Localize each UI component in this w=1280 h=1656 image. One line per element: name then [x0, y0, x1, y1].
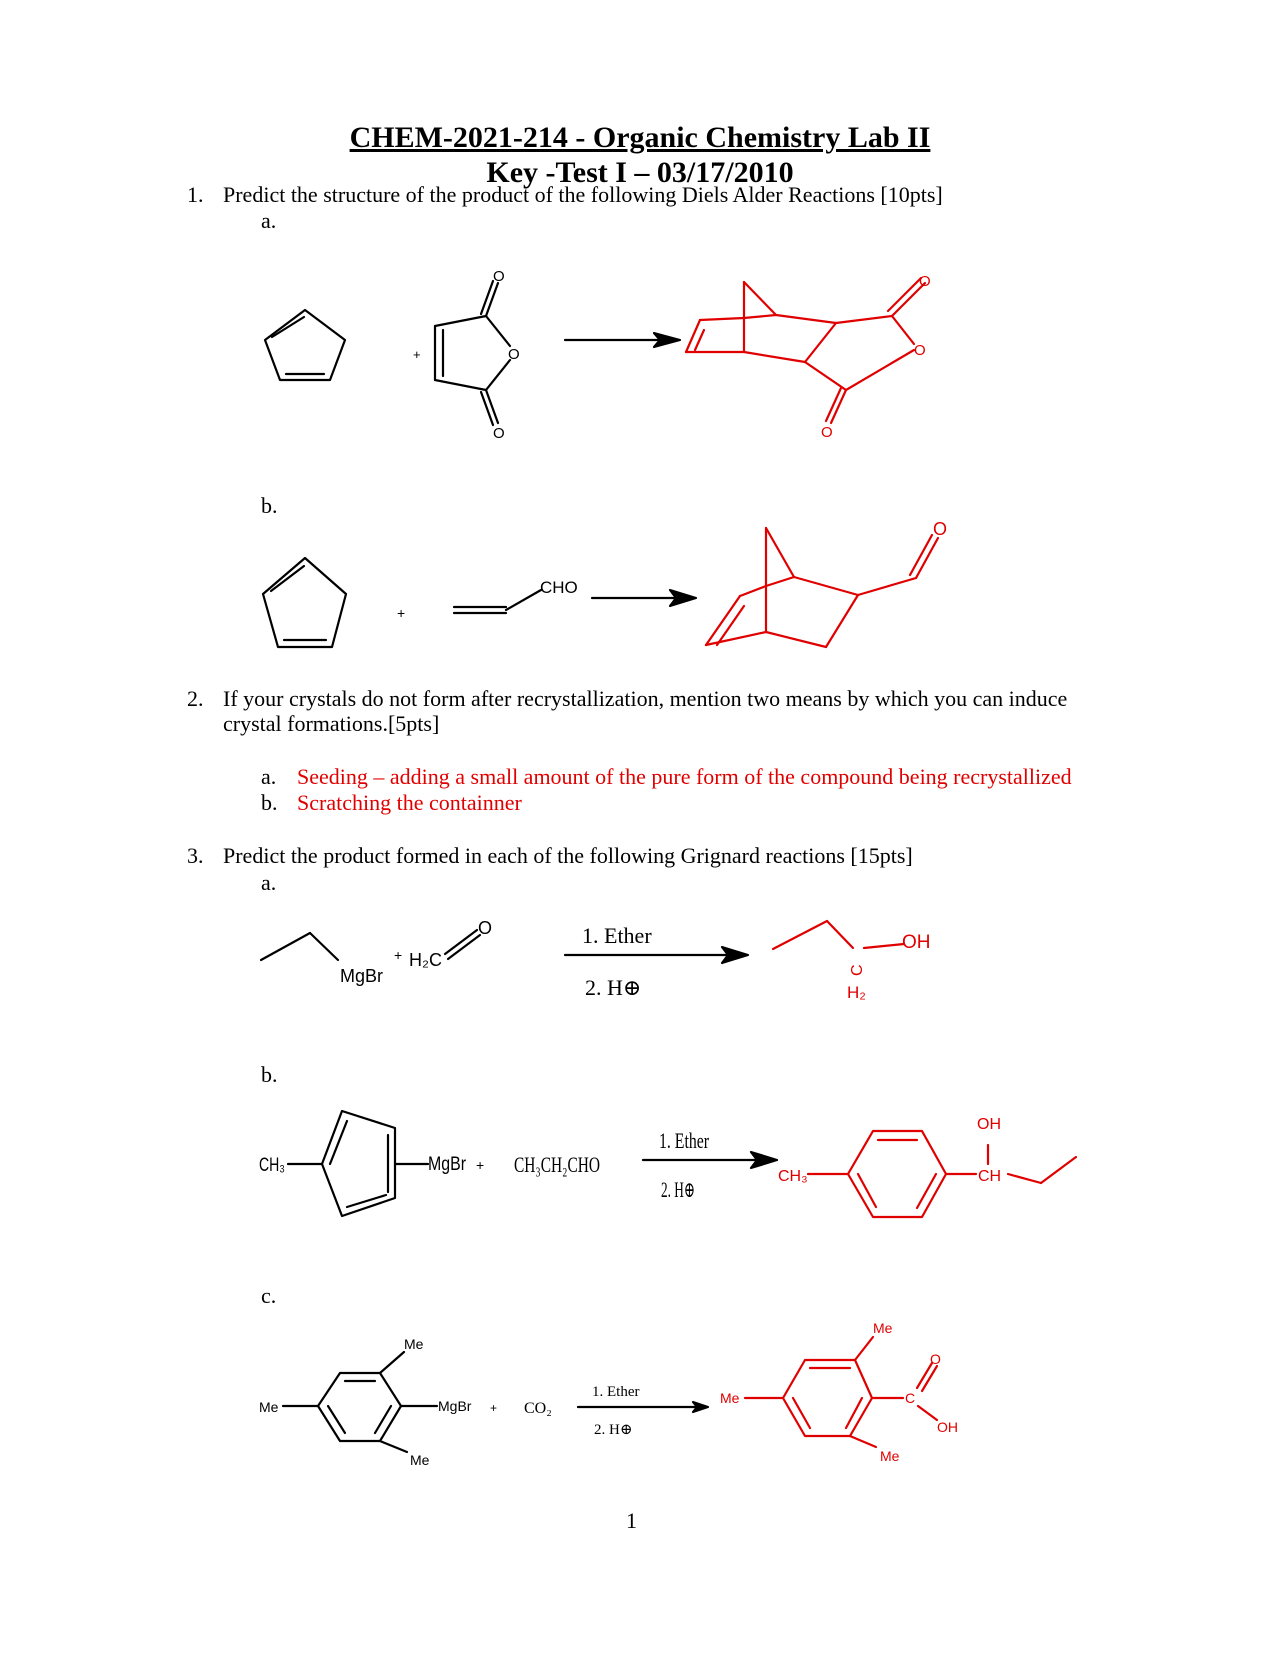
- q3c-product-me-left: Me: [720, 1390, 740, 1406]
- q3a-product-h2: H₂: [847, 983, 866, 1002]
- q1b-arrow: [592, 590, 696, 606]
- q3-a-label: a.: [261, 870, 277, 895]
- q3c-mgbr: MgBr: [438, 1398, 472, 1414]
- q1a-arrow: [565, 333, 680, 347]
- q1b-product-norbornene-aldehyde: [706, 528, 938, 647]
- q3c-co2: CO₂: [524, 1400, 552, 1417]
- q3b-plus: +: [476, 1157, 485, 1173]
- q3a-mgbr: MgBr: [340, 966, 384, 986]
- q1-b-label: b.: [261, 493, 278, 518]
- q3c-product-oh: OH: [937, 1419, 958, 1435]
- q3b-product-oh: OH: [977, 1116, 1001, 1133]
- test-title: Key -Test I – 03/17/2010: [486, 156, 794, 189]
- q3b-tolyl-mgbr: [288, 1111, 428, 1216]
- q3a-product-oh: OH: [902, 932, 931, 953]
- q3-b-label: b.: [261, 1062, 278, 1087]
- q1a-plus: +: [413, 347, 421, 362]
- q3b-ch3: CH₃: [259, 1155, 285, 1176]
- q2-number: 2.: [187, 686, 204, 711]
- q2-answer-a-label: a.: [261, 764, 277, 789]
- q3c-step2: 2. H⊕: [594, 1422, 633, 1438]
- q3c-me-left: Me: [259, 1399, 279, 1415]
- q3b-arrow: [643, 1152, 777, 1168]
- q2-text-line2: crystal formations.[5pts]: [223, 711, 440, 736]
- q3c-me-top: Me: [404, 1336, 424, 1352]
- q3c-arrow: [578, 1402, 708, 1412]
- q1-text: Predict the structure of the product of the following Diels Alder Reactions [10pts]: [223, 182, 943, 207]
- q3b-mgbr: MgBr: [428, 1154, 467, 1175]
- q1a-o-ring: O: [508, 346, 520, 363]
- q3a-o: O: [478, 918, 493, 938]
- q3a-h2c: H₂C: [409, 950, 442, 970]
- q1b-cyclopentadiene: [263, 558, 346, 647]
- q1-number: 1.: [187, 182, 204, 207]
- q3-number: 3.: [187, 843, 204, 868]
- q3b-reagent: CH₃CH₂CHO: [514, 1152, 600, 1177]
- q2-answer-b-label: b.: [261, 790, 278, 815]
- q3a-plus: +: [394, 947, 403, 963]
- q1b-plus: +: [397, 605, 406, 621]
- q2-answer-a: Seeding – adding a small amount of the pure form of the compound being recrystallized: [297, 764, 1072, 789]
- q3c-product-o: O: [930, 1351, 941, 1367]
- q3b-product-alcohol: [808, 1131, 1076, 1217]
- q3c-step1: 1. Ether: [592, 1384, 640, 1400]
- q3c-mesityl-mgbr: [283, 1352, 437, 1452]
- q3b-product-ch3: CH₃: [778, 1168, 808, 1185]
- q3c-product-me-bottom: Me: [880, 1448, 900, 1464]
- q3c-plus: +: [490, 1401, 498, 1415]
- q1a-maleic-anhydride: [435, 281, 510, 425]
- q1a-product-o-bottom: O: [821, 424, 833, 441]
- q1b-acrolein: [454, 590, 541, 613]
- q3b-step2: 2. H⊕: [661, 1177, 695, 1202]
- q3a-product-propanol: [773, 921, 904, 949]
- q3b-step1: 1. Ether: [659, 1128, 710, 1153]
- q3a-step1: 1. Ether: [582, 923, 652, 948]
- q1a-o-bottom: O: [493, 425, 505, 442]
- q3b-product-ch: CH: [978, 1168, 1002, 1185]
- q3-c-label: c.: [261, 1283, 277, 1308]
- q1b-cho: CHO: [540, 578, 578, 597]
- q1a-o-top: O: [493, 268, 505, 285]
- q1a-product-o-top: O: [919, 273, 931, 290]
- q3a-formaldehyde-bond: [445, 930, 480, 959]
- q3a-ethylmagnesium-bromide: [261, 933, 338, 960]
- q3a-arrow: [565, 947, 748, 963]
- q1a-product-norbornene-anhydride: [686, 278, 925, 423]
- q1-a-label: a.: [261, 208, 277, 233]
- course-title: CHEM-2021-214 - Organic Chemistry Lab II: [349, 121, 931, 154]
- q2-text-line1: If your crystals do not form after recrystallization, mention two means by which you can induce: [223, 686, 1068, 711]
- q3c-product-me-top: Me: [873, 1320, 893, 1336]
- q3a-product-c: C: [849, 964, 866, 976]
- q2-answer-b: Scratching the containner: [297, 790, 522, 815]
- page-number: 1: [626, 1508, 637, 1533]
- q3a-step2: 2. H⊕: [585, 975, 642, 1000]
- q3c-me-bottom: Me: [410, 1452, 430, 1468]
- q1a-product-o-ring: O: [914, 342, 926, 359]
- q3-text: Predict the product formed in each of the following Grignard reactions [15pts]: [223, 843, 913, 868]
- q1b-product-o: O: [933, 519, 948, 539]
- q3c-product-c: C: [905, 1390, 916, 1406]
- q1a-cyclopentadiene: [265, 310, 345, 380]
